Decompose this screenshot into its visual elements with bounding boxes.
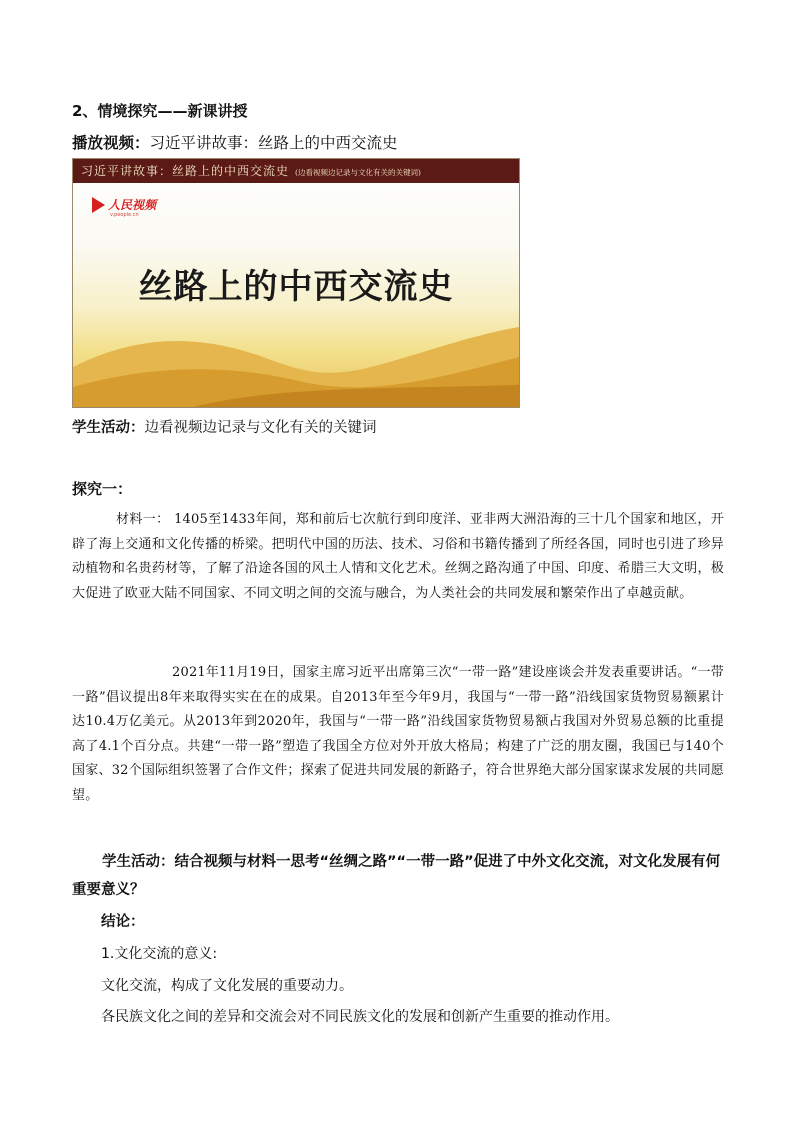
logo-url: v.people.cn bbox=[110, 212, 139, 218]
conclusion-heading: 结论： bbox=[101, 914, 145, 930]
video-banner-title: 习近平讲故事：丝路上的中西交流史 bbox=[81, 164, 290, 178]
desert-dunes-image bbox=[73, 297, 519, 407]
conclusion-line: 文化交流，构成了文化发展的重要动力。 bbox=[101, 978, 353, 994]
video-banner bbox=[73, 159, 519, 183]
conclusion-line: 1.文化交流的意义: bbox=[101, 946, 218, 962]
student-activity-text: 边看视频边记录与文化有关的关键词 bbox=[144, 420, 377, 436]
conclusion-line: 各民族文化之间的差异和交流会对不同民族文化的发展和创新产生重要的推动作用。 bbox=[101, 1009, 619, 1025]
video-title: 丝路上的中西交流史 bbox=[138, 267, 454, 307]
material-two-paragraph: 2021年11月19日，国家主席习近平出席第三次“一带一路”建设座谈会并发表重要讲话。“一带一路”倡议提出8年来取得实实在在的成果。自2013年至今年9月，我国与“一带一路”沿线国家货物贸易额累计达10.4万亿美元。从2013年到2020年，我国与“一带一路”沿线国家货物贸易额占我国对外贸易总额的比重提高了4.1个百分点。共建“一带一路”塑造了我国全方位对外开放大格局；构建了广泛的朋友圈，我国已与140个国家、32个国际组织签署了合作文件；探索了促进共同发展的新路子，符合世界绝大部分国家谋求发展的共同愿望。 bbox=[72, 665, 724, 803]
video-caption-label: 播放视频： bbox=[72, 134, 150, 152]
video-caption bbox=[72, 131, 398, 153]
video-banner-subtitle: (边看视频边记录与文化有关的关键词) bbox=[295, 168, 421, 177]
material-one-paragraph: 材料一： 1405至1433年间，郑和前后七次航行到印度洋、亚非两大洲沿海的三十几个国家和地区，开辟了海上交通和文化传播的桥梁。把明代中国的历法、技术、习俗和书籍传播到了所经各国，同时也引进了珍异动植物和名贵药材等，了解了沿途各国的风土人情和文化艺术。丝绸之路沟通了中国、印度、希腊三大文明，极大促进了欧亚大陆不同国家、不同文明之间的交流与融合，为人类社会的共同发展和繁荣作出了卓越贡献。 bbox=[72, 512, 724, 601]
explore-heading: 探究一： bbox=[72, 480, 133, 498]
logo-text: 人民视频 bbox=[108, 198, 157, 212]
play-icon bbox=[92, 197, 105, 213]
section-title: 2、情境探究——新课讲授 bbox=[72, 102, 248, 120]
video-caption-text: 习近平讲故事：丝路上的中西交流史 bbox=[149, 134, 398, 152]
people-video-logo bbox=[92, 196, 157, 218]
student-activity-label: 学生活动： bbox=[72, 420, 145, 436]
student-activity bbox=[72, 416, 377, 437]
discussion-question: 学生活动：结合视频与材料一思考“丝绸之路”“一带一路”促进了中外文化交流，对文化发展有何重要意义？ bbox=[72, 854, 721, 898]
video-thumbnail[interactable] bbox=[72, 158, 520, 408]
